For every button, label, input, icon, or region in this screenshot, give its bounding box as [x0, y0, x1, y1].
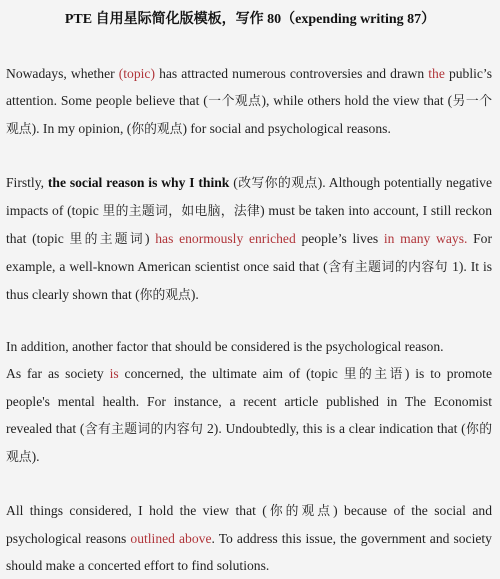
document-title: PTE 自用星际简化版模板，写作 80（expending writing 87） — [64, 12, 436, 27]
bold-text: the social reason is why I think — [47, 175, 230, 190]
text: Firstly, — [6, 175, 48, 190]
cjk-text: 你的观点 — [6, 422, 492, 465]
cjk-text: 里的主题词，如电脑，法律 — [102, 204, 261, 219]
cjk-text: 另一个观点 — [6, 94, 493, 137]
paragraph-conclusion — [6, 497, 492, 579]
text: ( — [229, 175, 238, 190]
cjk-text: 你的观点 — [266, 504, 334, 519]
text: people’s lives — [295, 231, 384, 246]
text: Nowadays, whether — [6, 66, 119, 81]
highlight-text: in many ways. — [383, 231, 468, 246]
text: ). — [31, 449, 40, 464]
paragraph-social-reason — [6, 169, 492, 309]
text: ), while others hold the view that ( — [261, 93, 453, 108]
text: concerned, the ultimate aim of (topic — [118, 366, 344, 381]
text: public’s attention. Some people believe that ( — [6, 66, 492, 108]
text: ). In my opinion, ( — [31, 121, 132, 136]
text: ) because of the social and psychological reasons — [6, 503, 492, 546]
cjk-text: 你的观点 — [139, 288, 191, 303]
text: has attracted numerous controversies and drawn — [155, 66, 429, 81]
paragraph-psychological-reason — [6, 333, 492, 471]
text: For example, a well-known American scientist once said that ( — [6, 231, 492, 274]
cjk-text: 改写你的观点 — [237, 176, 318, 191]
highlight-text: the — [428, 66, 445, 81]
cjk-text: 里的主题词 — [69, 232, 146, 247]
cjk-text: 含有主题词的内容句 — [84, 422, 204, 437]
paragraph-introduction — [6, 60, 492, 143]
text: ) for social and psychological reasons. — [182, 121, 391, 136]
text: In addition, another factor that should be considered is the psychological reason. — [6, 339, 444, 354]
highlight-text: outlined above — [130, 531, 212, 546]
text: 2). Undoubtedly, this is a clear indication that ( — [203, 421, 466, 436]
text: ) is to promote people's mental health. For instance, a recent article published in The Economist revealed that ( — [6, 366, 492, 436]
text: As far as society — [6, 366, 110, 381]
highlight-text: (topic) — [118, 66, 155, 81]
highlight-text: is — [109, 366, 119, 381]
text: . To address this issue, the government and society should make a concerted effort to find solutions. — [6, 531, 492, 573]
text: All things considered, I hold the view that ( — [6, 503, 267, 518]
highlight-text: has enormously enriched — [155, 231, 296, 246]
cjk-text: 一个观点 — [207, 94, 262, 109]
text: ). — [190, 287, 199, 302]
cjk-text: 含有主题词的内容句 — [327, 260, 449, 275]
text: 1). It is thus clearly shown that ( — [6, 259, 493, 302]
cjk-text: 里的主语 — [343, 367, 405, 382]
text: ). Although potentially negative impacts of (topic — [6, 175, 493, 218]
text: ) — [145, 231, 156, 246]
text: ) must be taken into account, I still reckon that (topic — [6, 203, 492, 246]
cjk-text: 你的观点 — [131, 122, 183, 137]
